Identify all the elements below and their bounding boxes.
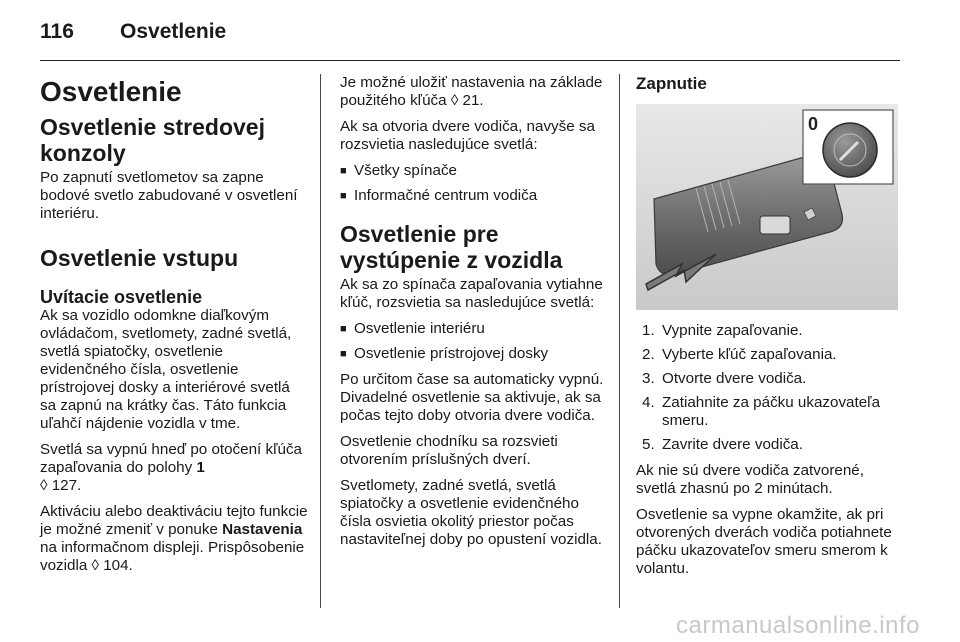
section-title-console: Osvetlenie stredovej konzoly <box>40 114 265 166</box>
driver-door-list <box>340 162 612 205</box>
driver-door-text: Ak sa otvoria dvere vodiča, navyše sa rozsvietia nasledujúce svetlá: <box>340 118 595 153</box>
console-text: Po zapnutí svetlometov sa zapne bodové svetlo zabudované v osvetlení interiéru. <box>40 169 298 222</box>
chapter-title: Osvetlenie <box>40 76 182 107</box>
immediate-off-text: Osvetlenie sa vypne okamžite, ak pri otvorených dverách vodiča potiahnete páčku ukazovateľov smeru smerom k volantu. <box>636 506 892 577</box>
exit-lighting-text: Svetlomety, zadné svetlá, svetlá spiatočky a osvetlenie evidenčného čísla osvietia okolitý priestor počas nastaviteľnej doby po opustení vozidla. <box>340 477 602 548</box>
lever-button <box>760 216 790 234</box>
list-item: ■ Osvetlenie prístrojovej dosky <box>340 345 612 363</box>
list-item: 5. Zavrite dvere vodiča. <box>642 436 803 453</box>
page-number: 116 <box>40 20 74 43</box>
section-title-exit: Osvetlenie pre vystúpenie z vozidla <box>340 221 563 273</box>
list-item: 1. Vypnite zapaľovanie. <box>642 322 803 339</box>
header-rule <box>40 60 900 61</box>
list-item: ■ Osvetlenie interiéru <box>340 320 612 338</box>
exit-list <box>340 320 612 363</box>
page-ref-127[interactable]: ◊ 127. <box>40 477 82 494</box>
section-name: Osvetlenie <box>120 20 227 43</box>
activation-steps <box>636 322 906 454</box>
auto-off-text: Po určitom čase sa automaticky vypnú. Divadelné osvetlenie sa aktivuje, ak sa počas tejto doby otvoria dvere vodiča. <box>340 371 604 424</box>
section-title-entry: Osvetlenie vstupu <box>40 245 239 271</box>
lights-off-text: Svetlá sa vypnú hneď po otočení kľúča zapaľovania do polohy 1 ◊ 127. <box>40 441 302 494</box>
settings-text: Aktiváciu alebo deaktiváciu tejto funkcie je možné zmeniť v ponuke Nastavenia na informačnom displeji. Prispôsobenie vozidla ◊ 104. <box>40 503 308 574</box>
list-item: 3. Otvorte dvere vodiča. <box>642 370 807 387</box>
column-divider-2 <box>619 74 620 608</box>
exit-text: Ak sa zo spínača zapaľovania vytiahne kľúč, rozsvietia sa nasledujúce svetlá: <box>340 276 603 311</box>
welcome-text: Ak sa vozidlo odomkne diaľkovým ovládačom, svetlomety, zadné svetlá, svetlá spiatočky, osvetlenie evidenčného čísla, osvetlenie prístrojovej dosky a interiérové svetlá sa zapnú na krátky čas. Táto funkcia uľahčí nájdenie vozidla v tme. <box>40 307 292 432</box>
watermark: carmanualsonline.info <box>676 612 920 639</box>
list-item: ■ Všetky spínače <box>340 162 612 180</box>
subsection-title-activation: Zapnutie <box>636 74 707 93</box>
page-header <box>40 20 226 44</box>
subsection-title-welcome: Uvítacie osvetlenie <box>40 287 203 307</box>
list-item: ■ Informačné centrum vodiča <box>340 187 612 205</box>
ignition-position-label: 0 <box>808 114 819 134</box>
sidewalk-text: Osvetlenie chodníku sa rozsvieti otvorením príslušných dverí. <box>340 433 558 468</box>
auto-off-2min-text: Ak nie sú dvere vodiča zatvorené, svetlá zhasnú po 2 minútach. <box>636 462 864 497</box>
turn-signal-lever-illustration <box>636 104 898 310</box>
key-settings-text: Je možné uložiť nastavenia na základe použitého kľúča ◊ 21. <box>340 74 603 109</box>
list-item: 4. Zatiahnite za páčku ukazovateľa smeru. <box>642 394 881 429</box>
settings-menu-name: Nastavenia <box>222 521 303 538</box>
column-2 <box>340 74 612 557</box>
ignition-position: 1 <box>196 459 205 476</box>
column-3 <box>636 74 906 586</box>
list-item: 2. Vyberte kľúč zapaľovania. <box>642 346 837 363</box>
column-1 <box>40 74 310 583</box>
column-divider-1 <box>320 74 321 608</box>
